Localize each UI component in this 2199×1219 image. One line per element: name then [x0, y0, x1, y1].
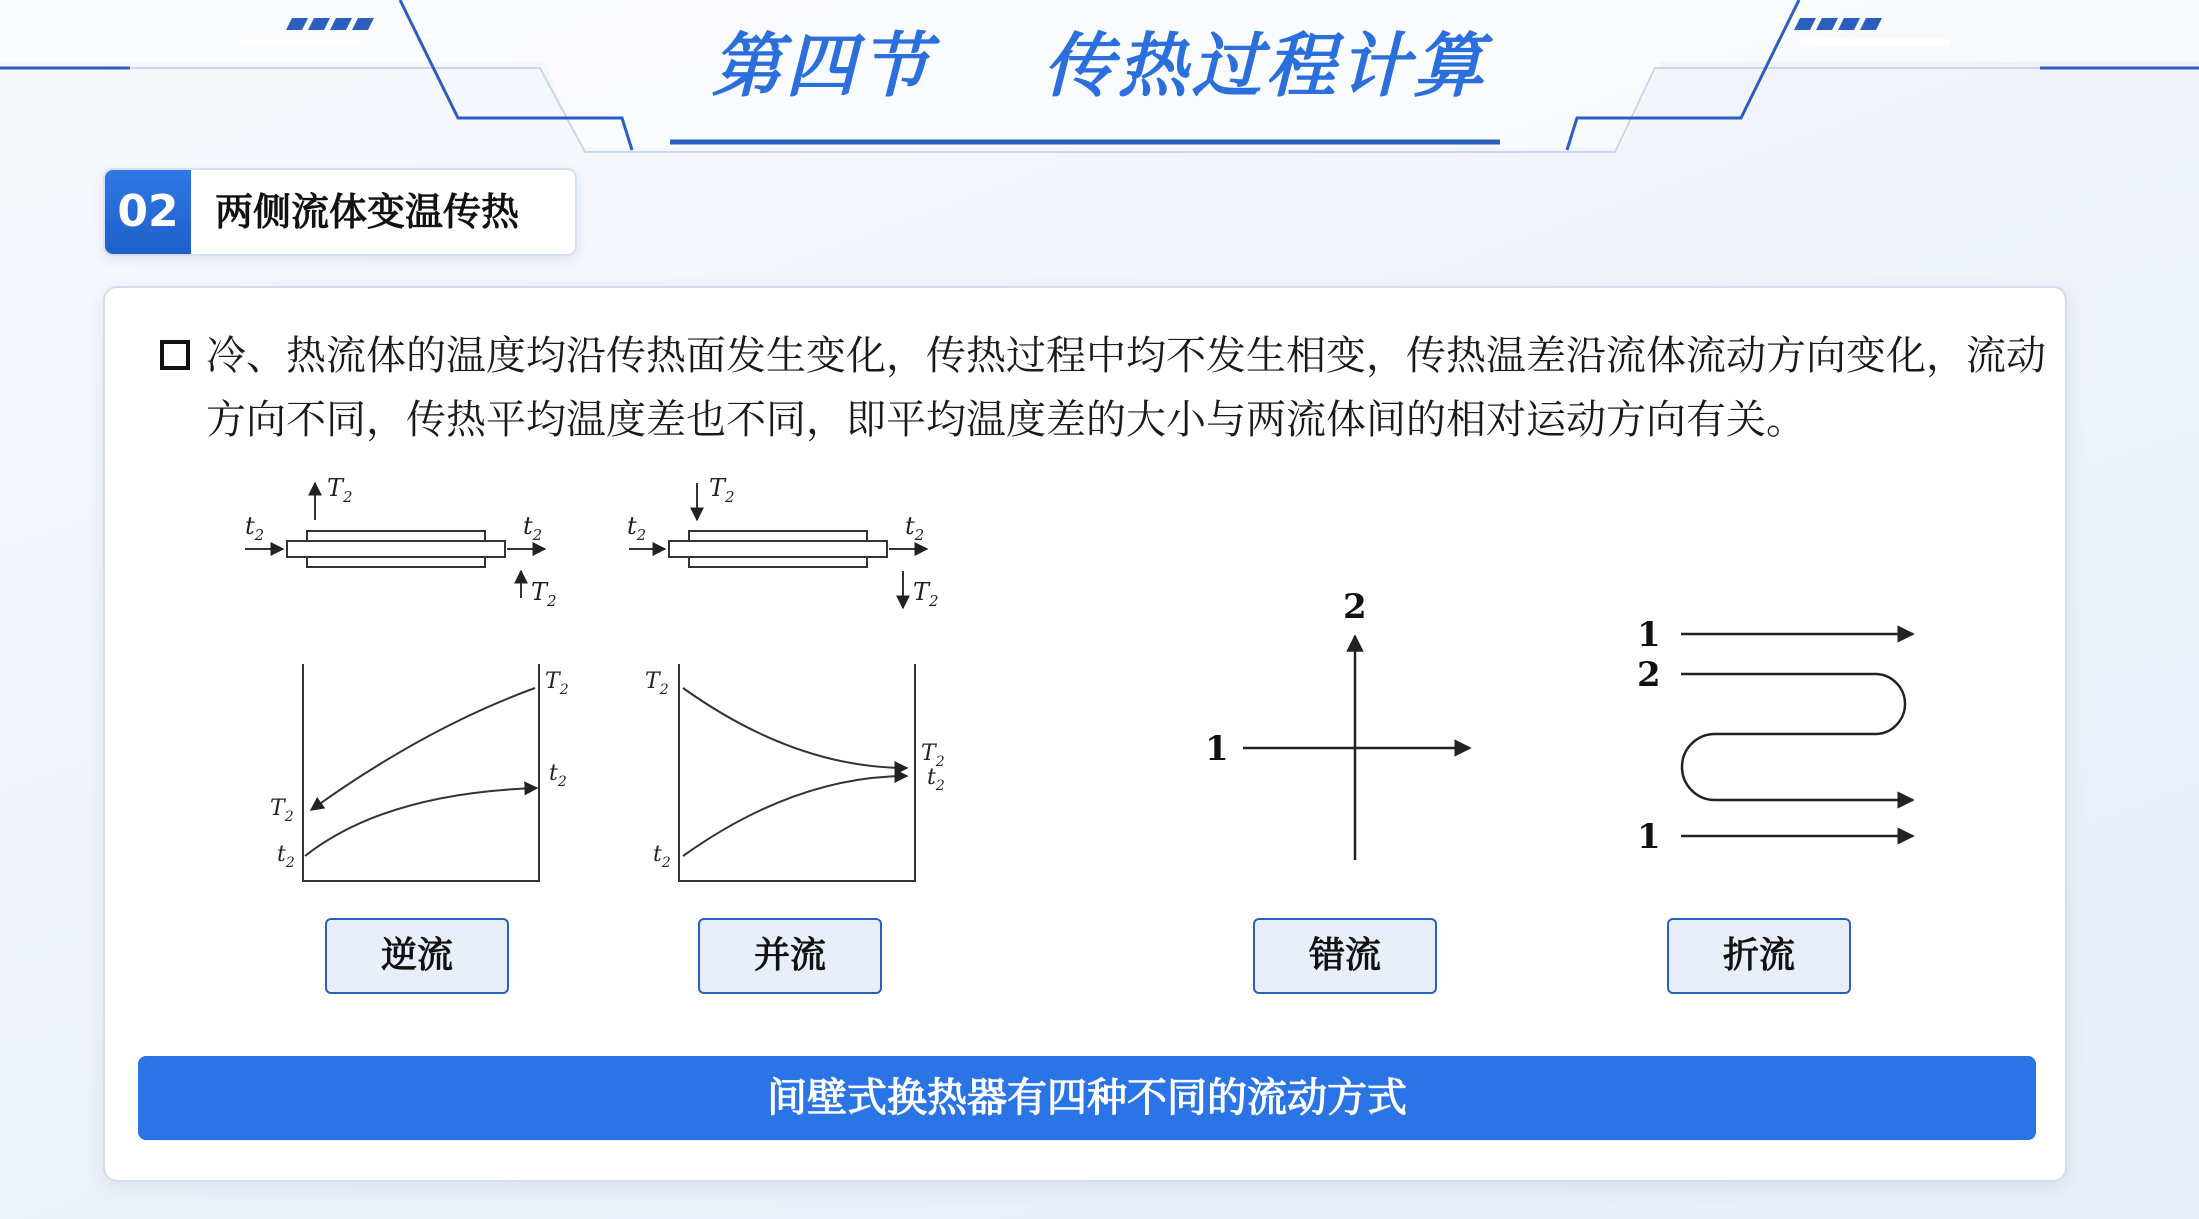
crossflow-button[interactable]: 错流: [1253, 918, 1437, 994]
svg-text:1: 1: [1637, 817, 1661, 857]
svg-text:T2: $T_2$: [709, 474, 735, 506]
parallelflow-button[interactable]: 并流: [698, 918, 882, 994]
svg-text:1: 1: [1637, 615, 1661, 655]
counterflow-exchanger-sketch: [245, 483, 545, 598]
summary-banner: 间壁式换热器有四种不同的流动方式: [138, 1056, 2036, 1140]
svg-text:2: 2: [1637, 655, 1661, 695]
svg-text:t2: $t_2$: [549, 761, 567, 790]
crossflow-diagram: [1243, 636, 1470, 860]
section-number: 02: [105, 170, 191, 254]
svg-text:T2: $T_2$: [545, 669, 569, 698]
section-tab: [103, 168, 577, 256]
multipass-flow-diagram: [1681, 634, 1913, 836]
svg-text:2: 2: [1343, 587, 1367, 627]
page-title: [0, 10, 2199, 111]
multipass-labels: [1637, 615, 1661, 857]
counterflow-plot-labels: [270, 669, 569, 871]
svg-text:T2: $T_2$: [531, 578, 557, 610]
svg-text:T2: $T_2$: [270, 796, 294, 825]
svg-text:T2: $T_2$: [913, 578, 939, 610]
svg-text:t2: $t_2$: [277, 842, 295, 871]
flow-diagrams: [105, 288, 2065, 1180]
parallelflow-temperature-plot: [679, 664, 915, 881]
page-title-part2: 传热过程计算: [1043, 25, 1488, 107]
multipass-flow-button[interactable]: 折流: [1667, 918, 1851, 994]
parallelflow-exchanger-sketch: [629, 483, 927, 608]
svg-text:t2: $t_2$: [653, 842, 671, 871]
counterflow-temperature-plot: [303, 664, 539, 881]
svg-text:T2: $T_2$: [645, 669, 669, 698]
svg-text:t2: $t_2$: [245, 512, 265, 544]
svg-text:T2: $T_2$: [921, 741, 945, 770]
content-card: [103, 286, 2067, 1182]
parallelflow-plot-labels: [645, 669, 945, 871]
page-title-part1: 第四节: [711, 25, 934, 107]
svg-text:T2: $T_2$: [327, 474, 353, 506]
svg-text:1: 1: [1205, 729, 1229, 769]
section-label: 两侧流体变温传热: [215, 190, 520, 234]
body-paragraph: 冷、热流体的温度均沿传热面发生变化，传热过程中均不发生相变，传热温差沿流体流动方向变化，流动方向不同，传热平均温度差也不同，即平均温度差的大小与两流体间的相对运动方向有关。: [206, 333, 2046, 443]
svg-text:t2: $t_2$: [523, 512, 543, 544]
svg-text:t2: $t_2$: [905, 512, 925, 544]
svg-text:t2: $t_2$: [627, 512, 647, 544]
crossflow-labels: [1205, 587, 1367, 769]
svg-text:t2: $t_2$: [927, 765, 945, 794]
counterflow-button[interactable]: 逆流: [325, 918, 509, 994]
